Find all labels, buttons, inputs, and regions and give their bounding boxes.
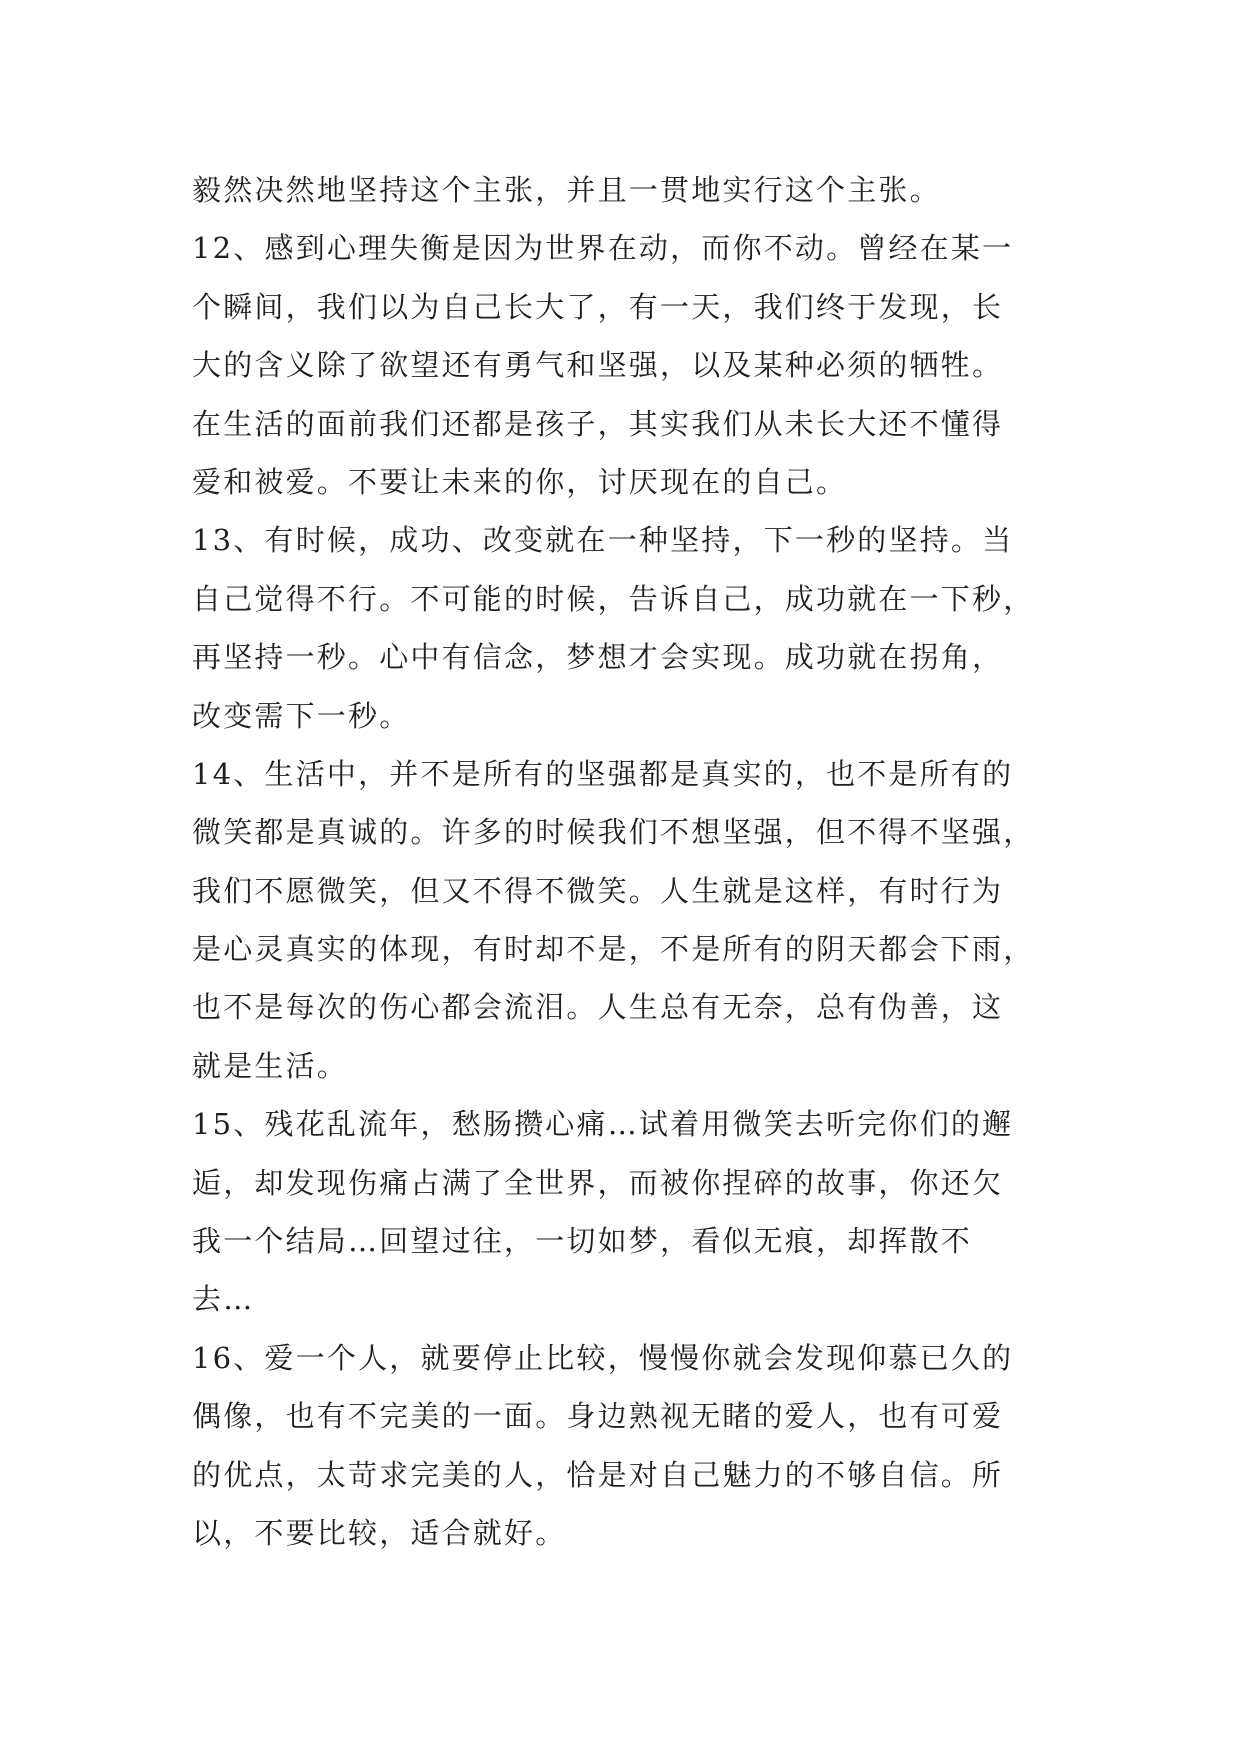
text-line: 去…	[192, 1282, 255, 1317]
text-line: 微笑都是真诚的。许多的时候我们不想坚强，但不得不坚强，	[192, 815, 1035, 850]
text-line: 15、残花乱流年，愁肠攒心痛…试着用微笑去听完你们的邂	[192, 1107, 1014, 1142]
text-line: 再坚持一秒。心中有信念，梦想才会实现。成功就在拐角，	[192, 640, 1004, 675]
text-line: 改变需下一秒。	[192, 698, 411, 733]
text-line: 毅然决然地坚持这个主张，并且一贯地实行这个主张。	[192, 173, 941, 207]
text-line: 以，不要比较，适合就好。	[192, 1515, 567, 1550]
text-line: 逅，却发现伤痛占满了全世界，而被你捏碎的故事，你还欠	[192, 1165, 1004, 1200]
text-line: 12、感到心理失衡是因为世界在动，而你不动。曾经在某一	[192, 231, 1014, 266]
text-line: 大的含义除了欲望还有勇气和坚强，以及某种必须的牺牲。	[192, 348, 1004, 383]
text-line: 个瞬间，我们以为自己长大了，有一天，我们终于发现，长	[192, 289, 1004, 324]
text-line: 自己觉得不行。不可能的时候，告诉自己，成功就在一下秒，	[192, 581, 1035, 616]
text-line: 在生活的面前我们还都是孩子，其实我们从未长大还不懂得	[192, 406, 1004, 441]
text-line: 是心灵真实的体现，有时却不是，不是所有的阴天都会下雨，	[192, 932, 1035, 967]
text-line: 也不是每次的伤心都会流泪。人生总有无奈，总有伪善，这	[192, 990, 1004, 1025]
text-line: 爱和被爱。不要让未来的你，讨厌现在的自己。	[192, 464, 848, 499]
body-text	[192, 161, 1072, 1562]
text-line: 偶像，也有不完美的一面。身边熟视无睹的爱人，也有可爱	[192, 1399, 1004, 1434]
text-line: 我们不愿微笑，但又不得不微笑。人生就是这样，有时行为	[192, 873, 1004, 908]
text-line: 的优点，太苛求完美的人，恰是对自己魅力的不够自信。所	[192, 1457, 1004, 1492]
text-line: 14、生活中，并不是所有的坚强都是真实的，也不是所有的	[192, 756, 1014, 791]
text-line: 我一个结局…回望过往，一切如梦，看似无痕，却挥散不	[192, 1224, 973, 1259]
text-line: 就是生活。	[192, 1048, 349, 1083]
text-line: 13、有时候，成功、改变就在一种坚持，下一秒的坚持。当	[192, 523, 1014, 558]
text-line: 16、爱一个人，就要停止比较，慢慢你就会发现仰慕已久的	[192, 1340, 1014, 1375]
